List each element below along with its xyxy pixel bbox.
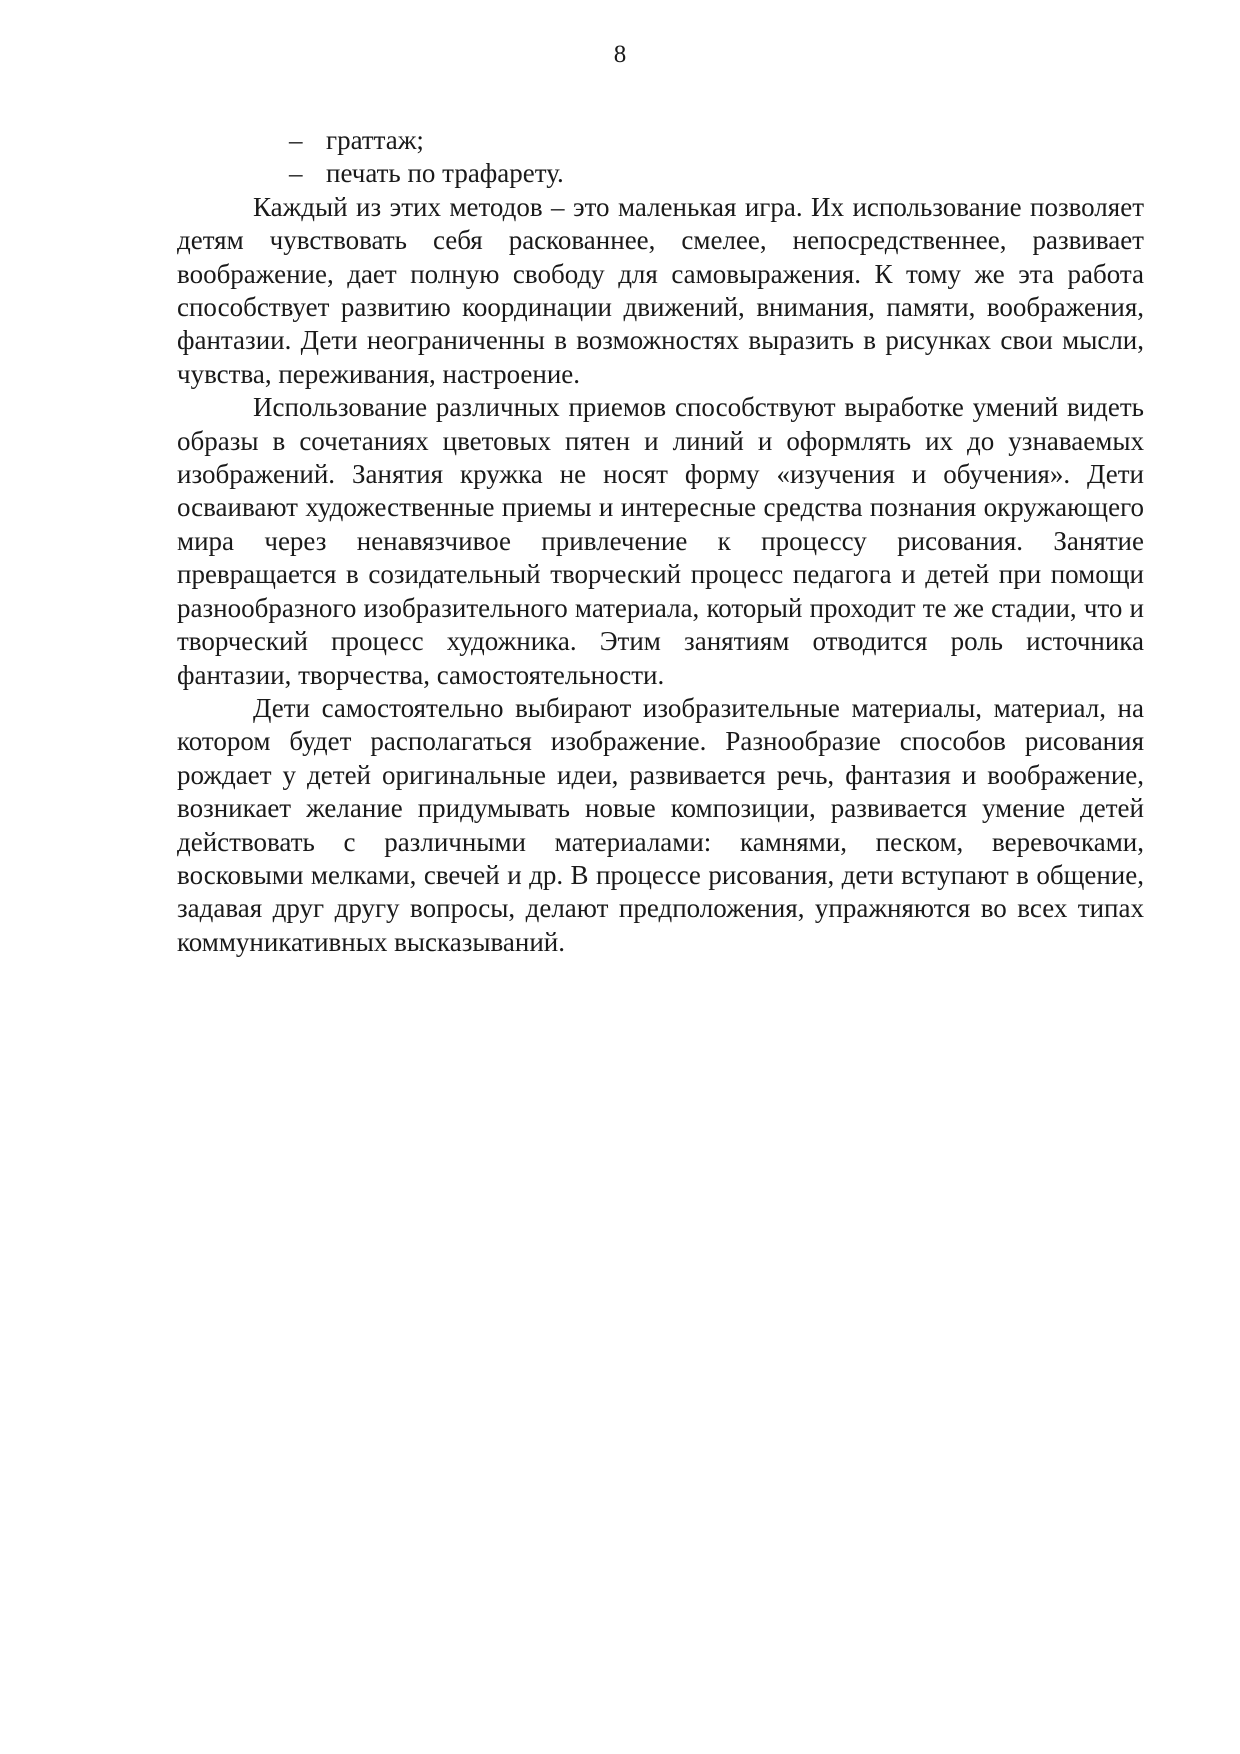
dash-marker: – bbox=[289, 125, 303, 155]
paragraph: Каждый из этих методов – это маленькая игра. Их использование позволяет детям чувствовать себя раскованнее, смелее, непосредственнее, развивает воображение, дает полную свободу для самовыражения. К тому же эта работа способствует развитию координации движений, внимания, памяти, воображения, фантазии. Дети неограниченны в возможностях выразить в рисунках свои мысли, чувства, переживания, настроение. bbox=[177, 191, 1144, 389]
paragraph: Использование различных приемов способствуют выработке умений видеть образы в сочетаниях цветовых пятен и линий и оформлять их до узнаваемых изображений. Занятия кружка не носят форму «изучения и обучения». Дети осваивают художественные приемы и интересные средства познания окружающего мира через ненавязчивое привлечение к процессу рисования. Занятие превращается в созидательный творческий процесс педагога и детей при помощи разнообразного изобразительного материала, который проходит те же стадии, что и творческий процесс художника. Этим занятиям отводится роль источника фантазии, творчества, самостоятельности. bbox=[177, 392, 1144, 690]
bullet-list bbox=[177, 124, 1144, 191]
list-item bbox=[177, 157, 1144, 190]
document-body bbox=[177, 124, 1144, 959]
list-item-text: печать по трафарету. bbox=[326, 158, 564, 189]
page-number: 8 bbox=[613, 41, 627, 68]
paragraph: Дети самостоятельно выбирают изобразительные материалы, материал, на котором будет располагаться изображение. Разнообразие способов рисования рождает у детей оригинальные идеи, развивается речь, фантазия и воображение, возникает желание придумывать новые композиции, развивается умение детей действовать с различными материалами: камнями, песком, веревочками, восковыми мелками, свечей и др. В процессе рисования, дети вступают в общение, задавая друг другу вопросы, делают предположения, упражняются во всех типах коммуникативных высказываний. bbox=[177, 692, 1144, 957]
list-item-text: граттаж; bbox=[326, 125, 424, 155]
list-item bbox=[177, 124, 1144, 157]
dash-marker: – bbox=[289, 158, 303, 189]
